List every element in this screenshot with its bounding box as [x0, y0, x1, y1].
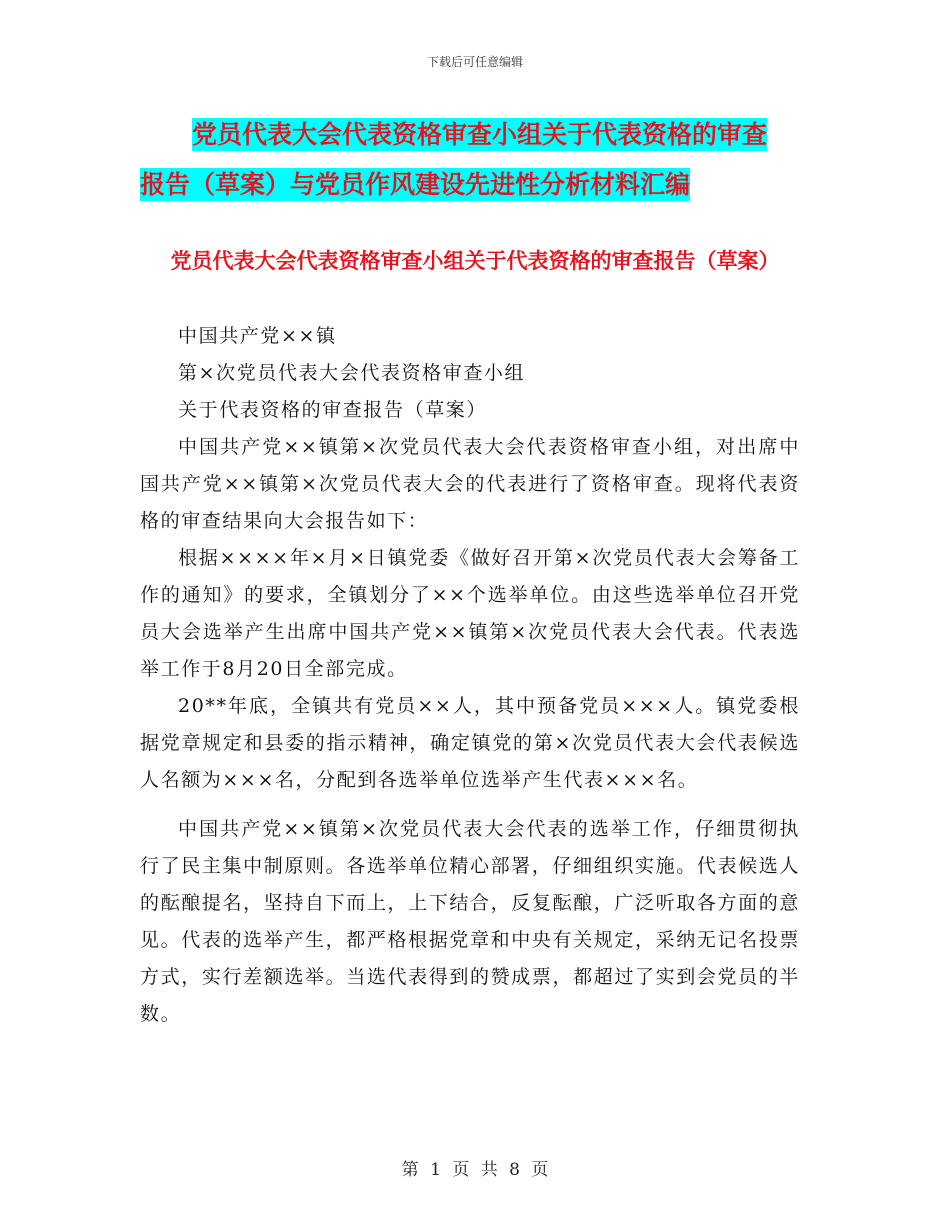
paragraph-basis: 根据××××年×月×日镇党委《做好召开第×次党员代表大会筹备工作的通知》的要求，全镇划分了××个选举单位。由这些选举单位召开党员大会选举产生出席中国共产党××镇第×次党员代表大会代表。代表选举工作于8月20日全部完成。 — [140, 547, 800, 680]
main-title-line-2: 报告（草案）与党员作风建设先进性分析材料汇编 — [140, 170, 691, 199]
document-body — [140, 318, 800, 1033]
document-main-title — [140, 110, 820, 210]
paragraph-committee: 第×次党员代表大会代表资格审查小组 — [178, 362, 526, 384]
paragraph-report-title: 关于代表资格的审查报告（草案） — [178, 399, 488, 421]
section-title: 党员代表大会代表资格审查小组关于代表资格的审查报告（草案） — [170, 248, 780, 273]
paragraph-election: 中国共产党××镇第×次党员代表大会代表的选举工作，仔细贯彻执行了民主集中制原则。各选举单位精心部署，仔细组织实施。代表候选人的酝酿提名，坚持自下而上，上下结合，反复酝酿，广泛听取各方面的意见。代表的选举产生，都严格根据党章和中央有关规定，采纳无记名投票方式，实行差额选举。当选代表得到的赞成票，都超过了实到会党员的半数。 — [140, 818, 800, 1025]
paragraph-membership: 20**年底，全镇共有党员××人，其中预备党员×××人。镇党委根据党章规定和县委的指示精神，确定镇党的第×次党员代表大会代表候选人名额为×××名，分配到各选举单位选举产生代表×××名。 — [140, 695, 800, 791]
page-number-footer: 第 1 页 共 8 页 — [401, 1160, 549, 1180]
main-title-line-1: 党员代表大会代表资格审查小组关于代表资格的审查 — [192, 120, 768, 149]
paragraph-org: 中国共产党××镇 — [178, 325, 337, 347]
paragraph-intro: 中国共产党××镇第×次党员代表大会代表资格审查小组，对出席中国共产党××镇第×次党员代表大会的代表进行了资格审查。现将代表资格的审查结果向大会报告如下： — [140, 436, 800, 532]
page-header-note: 下载后可任意编辑 — [426, 55, 523, 69]
